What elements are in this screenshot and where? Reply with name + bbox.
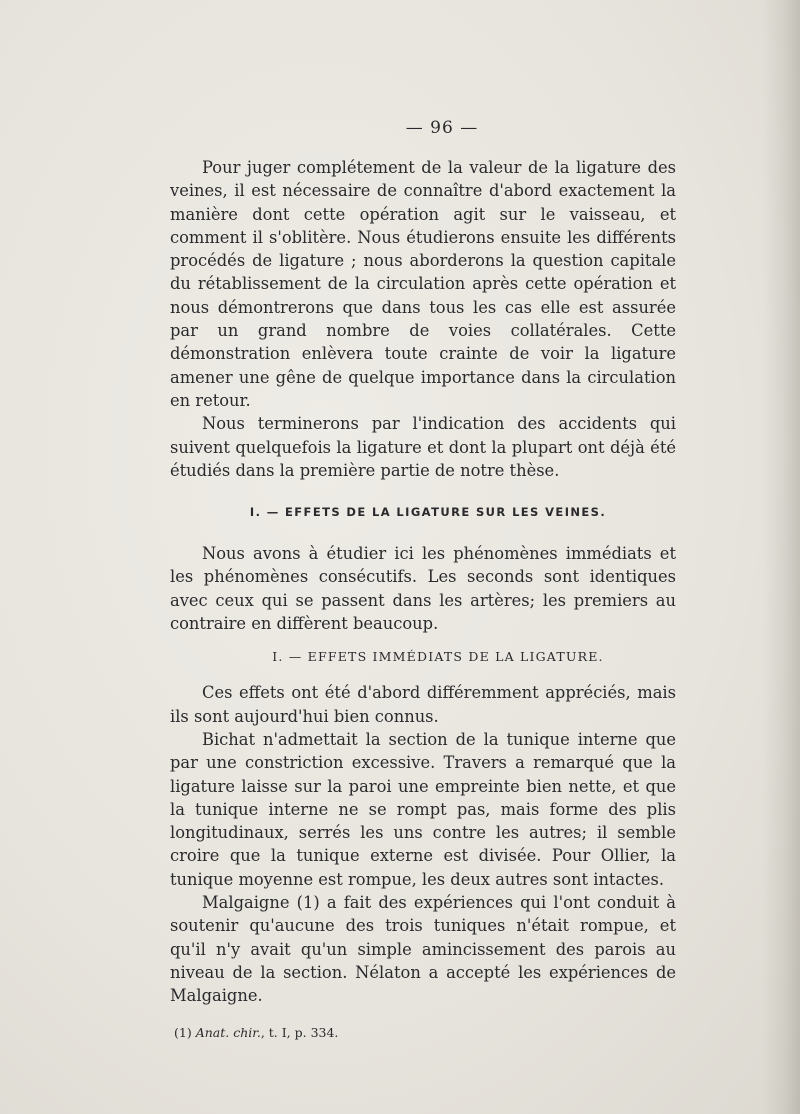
page-number: — 96 — (405, 118, 479, 138)
text-block (170, 118, 676, 1042)
footnote (174, 1024, 676, 1042)
paragraph-intro-2: Nous terminerons par l'indication des accidents qui suivent quelquefois la ligature et dont la plupart ont déjà été étudiés dans la première partie de notre thèse. (170, 414, 676, 480)
page-edge-shadow (762, 0, 800, 1114)
paragraph-intro-1: Pour juger complétement de la valeur de la ligature des veines, il est nécessaire de connaître d'abord exactement la manière dont cette opération agit sur le vaisseau, et comment il s'oblitère. Nous étudierons ensuite les différents procédés de ligature ; nous aborderons la question capitale du rétablissement de la circulation après cette opération et nous démontrerons que dans tous les cas elle est assurée par un grand nombre de voies collatérales. Cette démonstration enlèvera toute crainte de voir la ligature amener une gêne de quelque importance dans la circulation en retour. (170, 158, 676, 410)
paragraph-section: Nous avons à étudier ici les phénomènes immédiats et les phénomènes consécutifs. Les seconds sont identiques avec ceux qui se passent dans les artères; les premiers au contraire en diffèrent beaucoup. (170, 544, 676, 634)
section-heading: I. — EFFETS DE LA LIGATURE SUR LES VEINES. (249, 505, 607, 520)
paragraph-sub-3: Malgaigne (1) a fait des expériences qui l'ont conduit à soutenir qu'aucune des trois tuniques n'était rompue, et qu'il n'y avait qu'un simple amincissement des parois au niveau de la section. Nélaton a accepté les expériences de Malgaigne. (170, 893, 676, 1006)
subsection-heading: I. — EFFETS IMMÉDIATS DE LA LIGATURE. (272, 649, 604, 665)
footnote-marker: (1) (174, 1024, 192, 1040)
footnote-source: Anat. chir. (195, 1024, 261, 1040)
footnote-locator: , t. I, p. 334. (260, 1024, 339, 1040)
paragraph-sub-2: Bichat n'admettait la section de la tunique interne que par une constriction excessive. Travers a remarqué que la ligature laisse sur la paroi une empreinte bien nette, et que la tunique interne ne se rompt pas, mais forme des plis longitudinaux, serrés les uns contre les autres; il semble croire que la tunique externe est divisée. Pour Ollier, la tunique moyenne est rompue, les deux autres sont intactes. (170, 729, 676, 889)
paragraph-sub-1: Ces effets ont été d'abord différemment appréciés, mais ils sont aujourd'hui bien connus. (170, 683, 676, 726)
